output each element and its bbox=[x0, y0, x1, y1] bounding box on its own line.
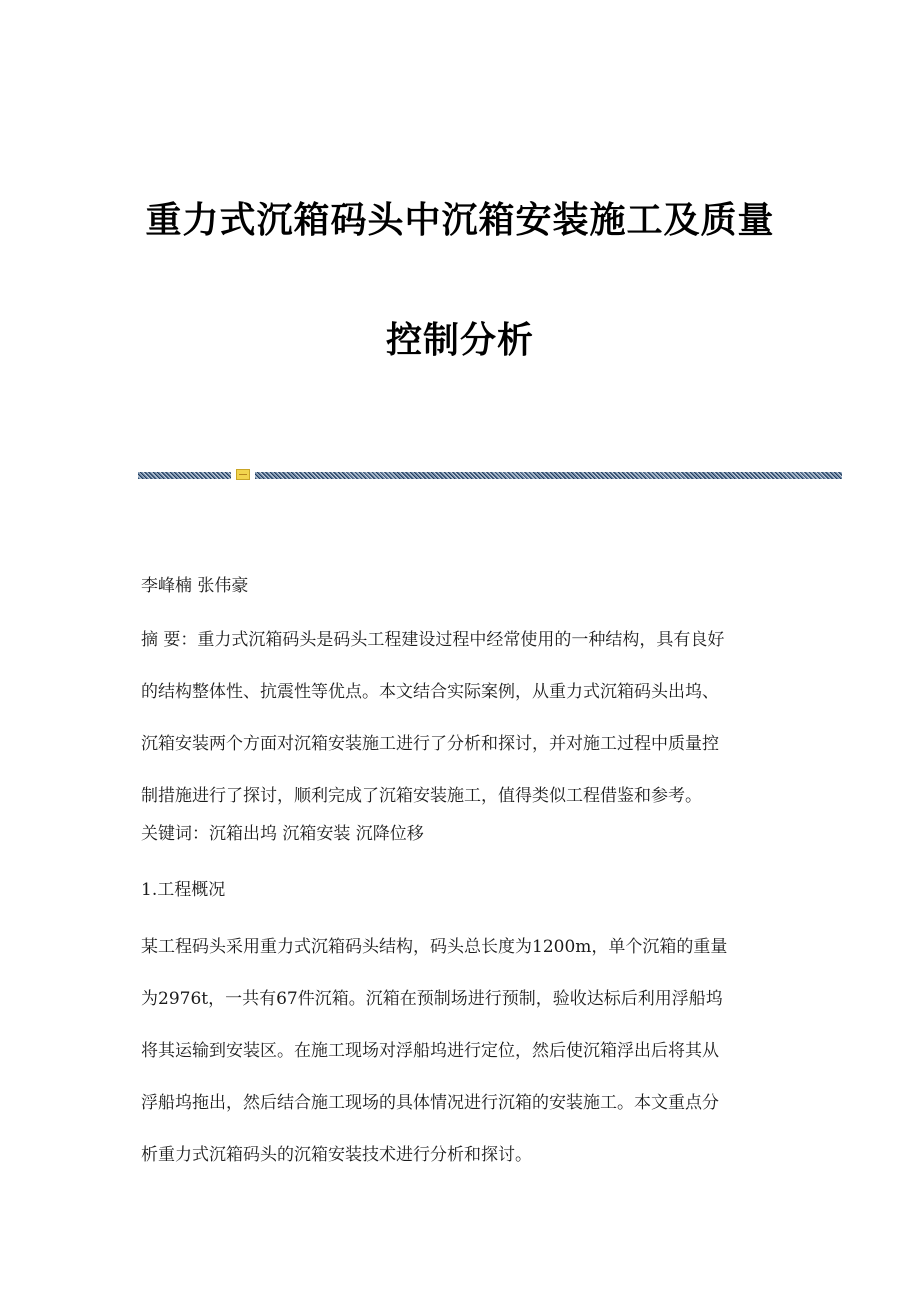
abstract-line: 制措施进行了探讨，顺利完成了沉箱安装施工，值得类似工程借鉴和参考。 bbox=[141, 786, 702, 806]
divider-ornament-icon bbox=[236, 469, 250, 480]
body-line: 某工程码头采用重力式沉箱码头结构，码头总长度为1200m，单个沉箱的重量 bbox=[141, 937, 728, 957]
section-body bbox=[141, 921, 781, 1181]
document-title-line-2: 控制分析 bbox=[385, 320, 534, 361]
body-line: 析重力式沉箱码头的沉箱安装技术进行分析和探讨。 bbox=[141, 1145, 532, 1165]
decorative-divider bbox=[138, 468, 842, 482]
abstract-line: 的结构整体性、抗震性等优点。本文结合实际案例，从重力式沉箱码头出坞、 bbox=[141, 682, 719, 702]
body-line: 为2976t，一共有67件沉箱。沉箱在预制场进行预制，验收达标后利用浮船坞 bbox=[141, 989, 723, 1009]
body-line: 浮船坞拖出，然后结合施工现场的具体情况进行沉箱的安装施工。本文重点分 bbox=[141, 1093, 719, 1113]
keywords: 关键词：沉箱出坞 沉箱安装 沉降位移 bbox=[141, 824, 424, 844]
document-title-line-1: 重力式沉箱码头中沉箱安装施工及质量 bbox=[145, 200, 775, 241]
authors: 李峰楠 张伟豪 bbox=[141, 576, 249, 596]
abstract-line: 摘 要：重力式沉箱码头是码头工程建设过程中经常使用的一种结构，具有良好 bbox=[141, 630, 725, 650]
divider-bar-right bbox=[255, 472, 842, 479]
body-line: 将其运输到安装区。在施工现场对浮船坞进行定位，然后使沉箱浮出后将其从 bbox=[141, 1041, 719, 1061]
abstract bbox=[141, 614, 781, 822]
section-heading: 1.工程概况 bbox=[141, 880, 226, 900]
divider-bar-left bbox=[138, 472, 231, 479]
abstract-line: 沉箱安装两个方面对沉箱安装施工进行了分析和探讨，并对施工过程中质量控 bbox=[141, 734, 719, 754]
